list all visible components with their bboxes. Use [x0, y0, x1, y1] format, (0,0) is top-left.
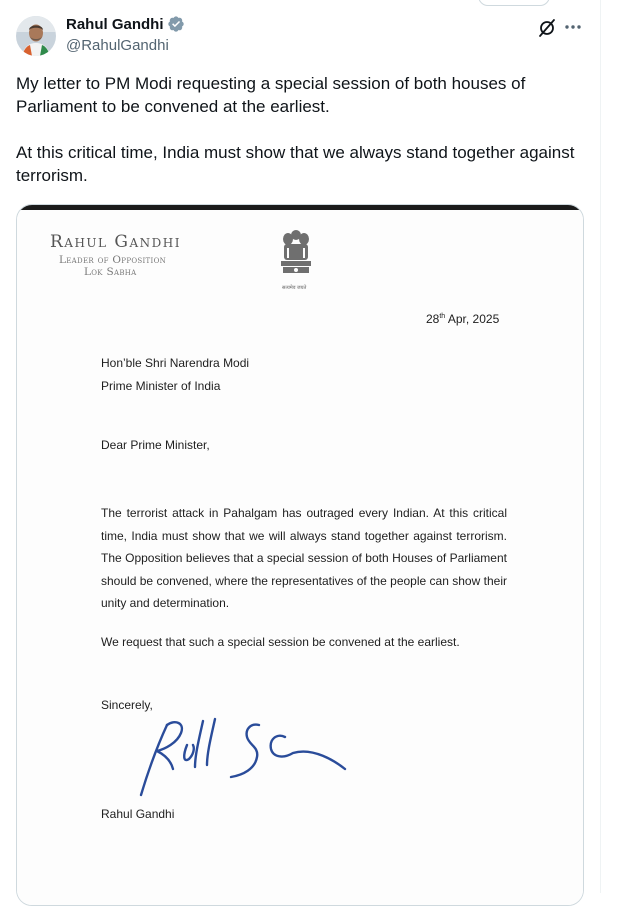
verified-badge-icon [167, 15, 185, 33]
previous-post-button[interactable] [478, 0, 550, 6]
recipient-title: Prime Minister of India [101, 378, 221, 393]
recipient-name: Hon’ble Shri Narendra Modi [101, 356, 250, 370]
closing: Sincerely, [101, 698, 153, 712]
letterhead-name: Rahul Gandhi [50, 232, 181, 252]
post-text-line: My letter to PM Modi requesting a special session of both houses of Parliament to be convened at the earliest. [16, 74, 526, 116]
handwritten-signature [127, 715, 347, 797]
letter-document [17, 210, 583, 906]
author-handle[interactable]: @RahulGandhi [66, 37, 169, 54]
post-text-line: At this critical time, India must show that we always stand together against terrorism. [16, 143, 575, 185]
letter-paragraph: The terrorist attack in Pahalgam has outraged every Indian. At this critical time, India must show that we will always stand together against terrorism. The Opposition believes that a special session of both Houses of Parliament should be convened, where the representatives of the people can show their unity and determination. [101, 506, 507, 610]
author-name[interactable]: Rahul Gandhi [66, 15, 185, 33]
more-options-icon[interactable] [562, 16, 584, 38]
recipient-address [101, 352, 249, 397]
post-image[interactable] [16, 204, 584, 906]
letterhead-title: Leader of Opposition [59, 254, 167, 266]
national-emblem-icon [275, 226, 317, 286]
salutation: Dear Prime Minister, [101, 438, 210, 452]
letterhead-house: Lok Sabha [84, 266, 137, 278]
avatar[interactable] [16, 16, 56, 56]
signer-name: Rahul Gandhi [101, 807, 175, 821]
timeline-divider [600, 0, 601, 893]
letter-date: 28th Apr, 2025 [426, 312, 500, 326]
post-text [16, 72, 586, 187]
letter-paragraph: We request that such a special session be convened at the earliest. [101, 635, 460, 649]
grok-slash-icon[interactable] [536, 17, 558, 39]
emblem-motto: सत्यमेव जयते [282, 285, 307, 291]
